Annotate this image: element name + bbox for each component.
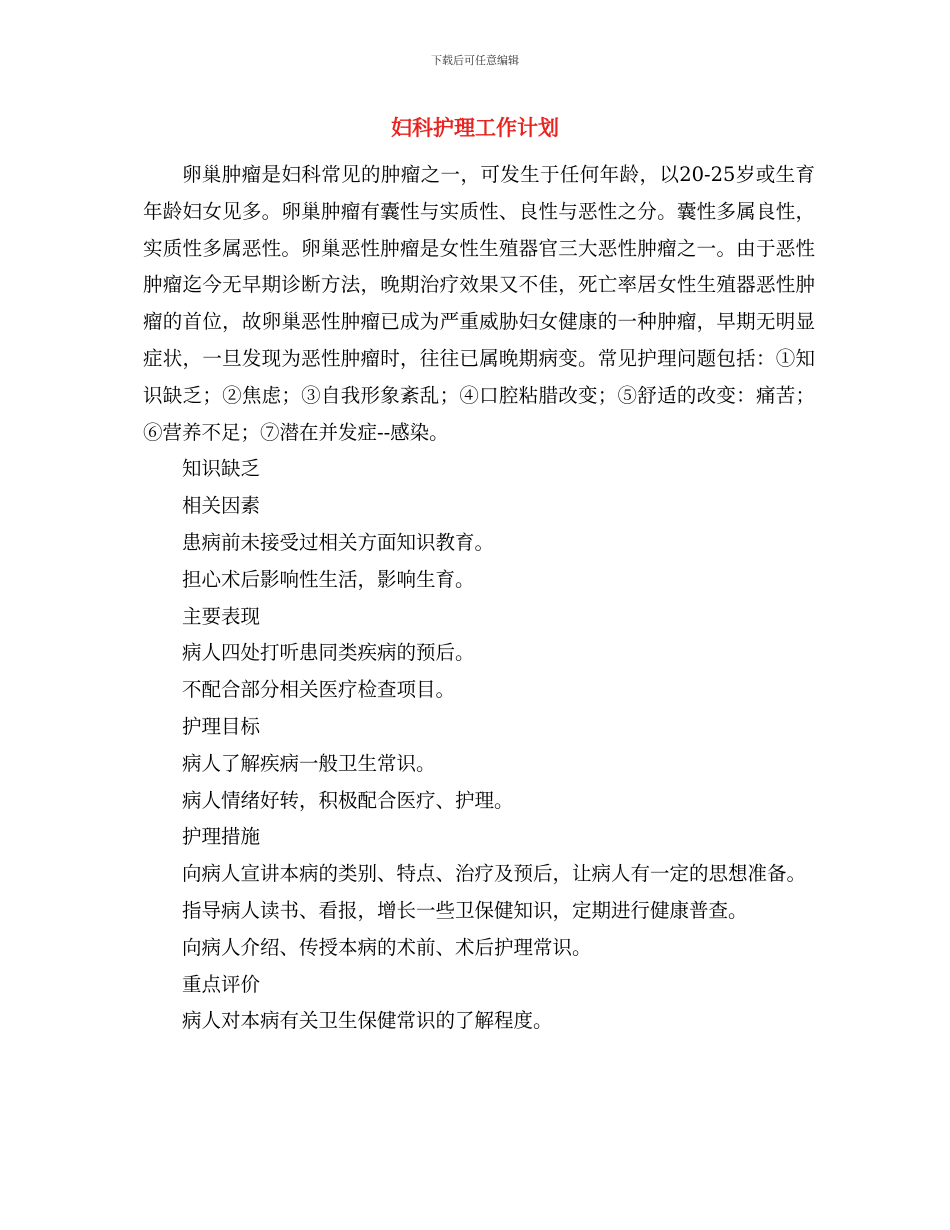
subheading-nursing-goals: 护理目标 (182, 714, 261, 738)
subheading-key-evaluation: 重点评价 (182, 972, 261, 996)
document-title: 妇科护理工作计划 (391, 116, 559, 140)
section-heading-knowledge-deficit: 知识缺乏 (182, 457, 261, 481)
document-body (143, 157, 815, 1040)
related-factor-item: 担心术后影响性生活，影响生育。 (182, 567, 475, 591)
measure-item: 向病人宣讲本病的类别、特点、治疗及预后，让病人有一定的思想准备。 (182, 862, 807, 886)
subheading-main-manifestations: 主要表现 (182, 604, 261, 628)
subheading-related-factors: 相关因素 (182, 494, 261, 518)
measure-item: 向病人介绍、传授本病的术前、术后护理常识。 (182, 935, 592, 959)
manifestation-item: 不配合部分相关医疗检查项目。 (182, 678, 456, 702)
subheading-nursing-measures: 护理措施 (182, 825, 261, 849)
manifestation-item: 病人四处打听患同类疾病的预后。 (182, 641, 475, 665)
related-factor-item: 患病前未接受过相关方面知识教育。 (182, 530, 495, 554)
measure-item: 指导病人读书、看报，增长一些卫保健知识，定期进行健康普查。 (182, 898, 748, 922)
goal-item: 病人情绪好转，积极配合医疗、护理。 (182, 788, 514, 812)
goal-item: 病人了解疾病一般卫生常识。 (182, 751, 436, 775)
intro-paragraph: 卵巢肿瘤是妇科常见的肿瘤之一，可发生于任何年龄，以20-25岁或生育年龄妇女见多。卵巢肿瘤有囊性与实质性、良性与恶性之分。囊性多属良性，实质性多属恶性。卵巢恶性肿瘤是女性生殖器官三大恶性肿瘤之一。由于恶性肿瘤迄今无早期诊断方法，晚期治疗效果又不佳，死亡率居女性生殖器恶性肿瘤的首位，故卵巢恶性肿瘤已成为严重威胁妇女健康的一种肿瘤，早期无明显症状，一旦发现为恶性肿瘤时，往往已属晚期病变。常见护理问题包括：①知识缺乏；②焦虑；③自我形象紊乱；④口腔粘腊改变；⑤舒适的改变：痛苦；⑥营养不足；⑦潜在并发症--感染。 (143, 163, 815, 444)
page-header-note: 下载后可任意编辑 (431, 54, 519, 67)
evaluation-item: 病人对本病有关卫生保健常识的了解程度。 (182, 1009, 553, 1033)
